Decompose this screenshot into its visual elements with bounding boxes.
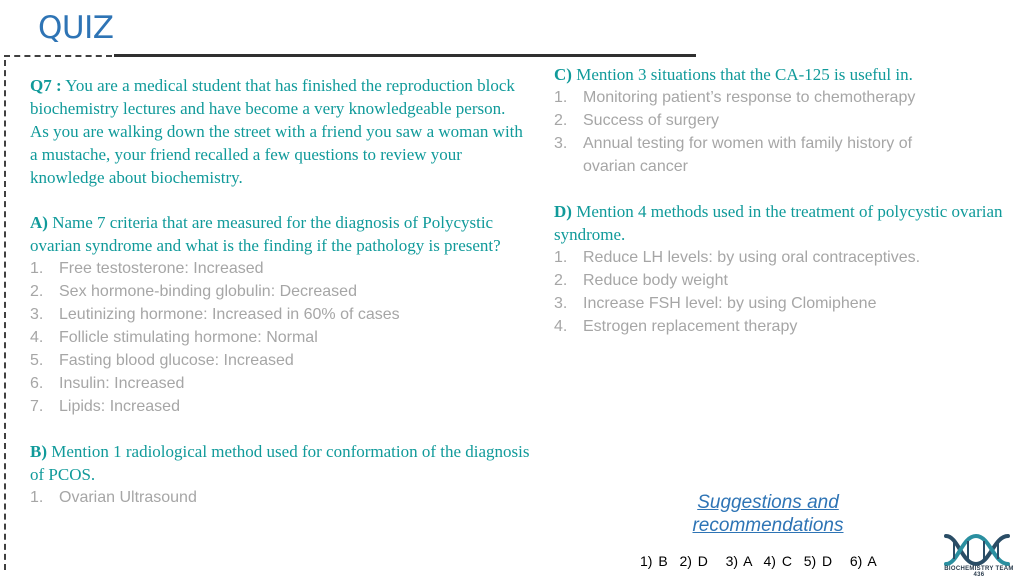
page-title: QUIZ	[38, 10, 114, 46]
list-item: 6. Insulin: Increased	[30, 372, 530, 395]
question-intro-text: You are a medical student that has finished the reproduction block biochemistry lectures and have become a very knowledgeable person.	[30, 76, 515, 118]
section-d-list	[554, 246, 1014, 338]
list-item-text: Fasting blood glucose: Increased	[59, 352, 294, 369]
suggestions-link[interactable]	[664, 491, 872, 537]
list-item-text: Increase FSH level: by using Clomiphene	[583, 295, 877, 312]
list-item: 3. Annual testing for women with family history of ovarian cancer	[554, 132, 954, 178]
title-divider-solid	[114, 54, 696, 57]
right-column	[554, 63, 1014, 338]
section-a-question	[30, 211, 530, 257]
list-item: 7. Lipids: Increased	[30, 395, 530, 418]
section-a-list	[30, 257, 530, 418]
list-item-text: Sex hormone-binding globulin: Decreased	[59, 283, 357, 300]
logo-caption: BIOCHEMISTRY TEAM 436	[944, 566, 1014, 578]
list-item-text: Reduce body weight	[583, 272, 728, 289]
section-b-list	[30, 486, 530, 509]
section-b	[30, 440, 530, 509]
list-item: 1. Monitoring patient’s response to chemotherapy	[554, 86, 1014, 109]
list-item-text: Estrogen replacement therapy	[583, 318, 798, 335]
list-item: 1. Free testosterone: Increased	[30, 257, 530, 280]
section-a-question-text: Name 7 criteria that are measured for the diagnosis of Polycystic ovarian syndrome and what is the finding if the pathology is present?	[30, 213, 501, 255]
list-item-text: Ovarian Ultrasound	[59, 489, 197, 506]
answer-key: 1) B 2) D 3) A 4) C 5) D 6) A	[640, 553, 877, 569]
list-item-text: Insulin: Increased	[59, 375, 185, 392]
section-b-question-text: Mention 1 radiological method used for conformation of the diagnosis of PCOS.	[30, 442, 530, 484]
section-c-question	[554, 63, 1014, 86]
section-c-label: C)	[554, 65, 572, 84]
suggestions-link-line1: Suggestions and	[697, 492, 839, 513]
section-c-list	[554, 86, 1014, 178]
section-b-question	[30, 440, 530, 486]
section-a-label: A)	[30, 213, 48, 232]
list-item: 3. Leutinizing hormone: Increased in 60% of cases	[30, 303, 530, 326]
list-item-text: Follicle stimulating hormone: Normal	[59, 329, 318, 346]
list-item: 4. Follicle stimulating hormone: Normal	[30, 326, 530, 349]
section-c-question-text: Mention 3 situations that the CA-125 is useful in.	[576, 65, 913, 84]
left-column	[30, 74, 530, 509]
list-item-text: Annual testing for women with family history of ovarian cancer	[583, 135, 913, 175]
list-item: 2. Sex hormone-binding globulin: Decreased	[30, 280, 530, 303]
section-a	[30, 211, 530, 418]
list-item: 5. Fasting blood glucose: Increased	[30, 349, 530, 372]
section-d-question	[554, 200, 1014, 246]
list-item-text: Leutinizing hormone: Increased in 60% of cases	[59, 306, 400, 323]
list-item: 4. Estrogen replacement therapy	[554, 315, 1014, 338]
list-item-text: Reduce LH levels: by using oral contraceptives.	[583, 249, 921, 266]
section-b-label: B)	[30, 442, 47, 461]
list-item-text: Success of surgery	[583, 112, 720, 129]
question-number: Q7 :	[30, 76, 62, 95]
list-item: 3. Increase FSH level: by using Clomiphene	[554, 292, 1014, 315]
question-intro	[30, 74, 530, 189]
section-d-label: D)	[554, 202, 572, 221]
list-item: 2. Success of surgery	[554, 109, 1014, 132]
list-item: 1. Ovarian Ultrasound	[30, 486, 530, 509]
section-c	[554, 63, 1014, 178]
title-divider-dashed	[4, 55, 112, 57]
list-item: 2. Reduce body weight	[554, 269, 1014, 292]
section-d	[554, 200, 1014, 338]
list-item-text: Free testosterone: Increased	[59, 260, 264, 277]
section-d-question-text: Mention 4 methods used in the treatment of polycystic ovarian syndrome.	[554, 202, 1003, 244]
suggestions-link-line2: recommendations	[692, 515, 844, 536]
list-item-text: Monitoring patient’s response to chemotherapy	[583, 89, 916, 106]
list-item: 1. Reduce LH levels: by using oral contraceptives.	[554, 246, 1014, 269]
list-item-text: Lipids: Increased	[59, 398, 180, 415]
side-border-dashed	[4, 60, 6, 570]
question-intro-text-2: As you are walking down the street with a friend you saw a woman with a mustache, your friend recalled a few questions to review your knowledge about biochemistry.	[30, 122, 523, 187]
